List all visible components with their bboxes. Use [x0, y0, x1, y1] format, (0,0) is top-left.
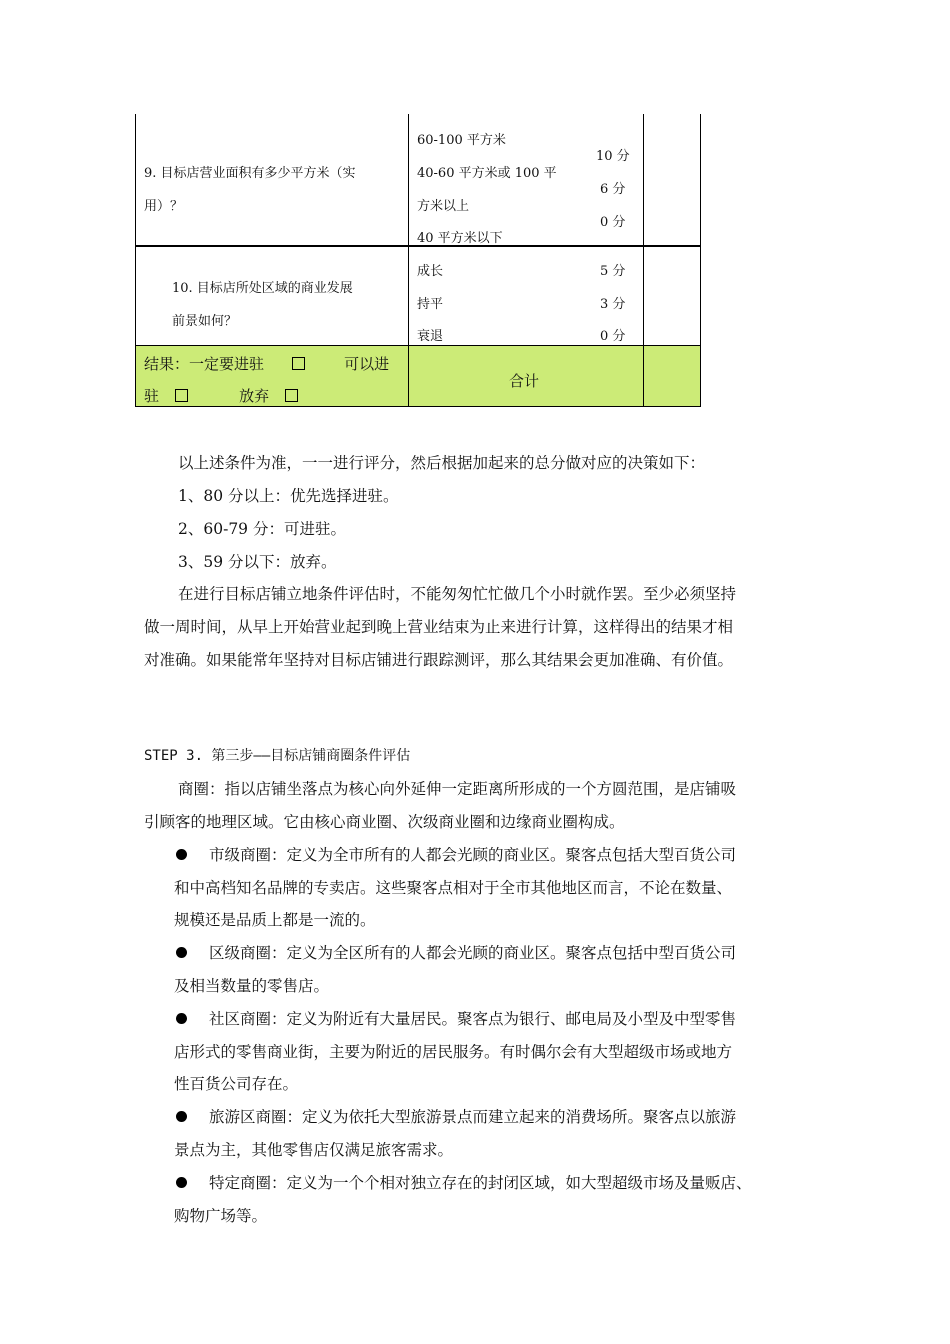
bullet-icon — [176, 947, 187, 958]
step3-heading: STEP 3. 第三步——目标店铺商圈条件评估 — [144, 748, 411, 764]
q10-option: 衰退 — [417, 329, 444, 344]
special-trade-area-line: 特定商圈：定义为一个个相对独立存在的封闭区域，如大型超级市场及量贩店、 — [209, 1174, 752, 1192]
special-trade-area-line: 购物广场等。 — [174, 1207, 268, 1225]
q9-text-line2: 用）？ — [144, 199, 184, 214]
result-line1 — [144, 349, 389, 379]
city-trade-area-line: 市级商圈：定义为全市所有的人都会光顾的商业区。聚客点包括大型百货公司 — [209, 846, 737, 864]
table-border-left — [135, 114, 136, 407]
q10-text-line2: 前景如何？ — [172, 314, 238, 329]
bullet-icon — [176, 849, 187, 860]
result-can-enter-label-cont: 驻 — [144, 387, 160, 405]
district-trade-area-line: 及相当数量的零售店。 — [174, 977, 330, 995]
decision-intro: 以上述条件为准，一一进行评分，然后根据加起来的总分做对应的决策如下： — [178, 454, 706, 472]
evaluation-paragraph-line: 做一周时间，从早上开始营业起到晚上营业结束为止来进行计算，这样得出的结果才相 — [144, 618, 734, 636]
trade-area-definition-line: 引顾客的地理区域。它由核心商业圈、次级商业圈和边缘商业圈构成。 — [144, 813, 625, 831]
table-divider-2 — [643, 114, 644, 407]
q9-option: 40-60 平方米或 100 平 — [417, 166, 557, 181]
q10-option: 成长 — [417, 264, 444, 279]
community-trade-area-line: 店形式的零售商业街，主要为附近的居民服务。有时偶尔会有大型超级市场或地方 — [174, 1043, 733, 1061]
table-border-right — [700, 114, 701, 407]
q9-text-line1: 9. 目标店营业面积有多少平方米（实 — [144, 166, 356, 181]
evaluation-table — [135, 114, 701, 407]
q10-option: 持平 — [417, 297, 444, 312]
decision-item: 3、59 分以下：放弃。 — [178, 553, 337, 571]
bullet-icon — [176, 1013, 187, 1024]
decision-item: 2、60-79 分：可进驻。 — [178, 520, 346, 538]
result-can-enter-label: 可以进 — [344, 355, 390, 373]
decision-item: 1、80 分以上：优先选择进驻。 — [178, 487, 399, 505]
q9-score: 6 分 — [600, 182, 626, 197]
bullet-icon — [176, 1111, 187, 1122]
q10-score: 0 分 — [600, 329, 626, 344]
q9-option: 方米以上 — [417, 199, 470, 214]
q9-score: 10 分 — [596, 149, 630, 164]
district-trade-area-line: 区级商圈：定义为全区所有的人都会光顾的商业区。聚客点包括中型百货公司 — [209, 944, 737, 962]
city-trade-area-line: 和中高档知名品牌的专卖店。这些聚客点相对于全市其他地区而言，不论在数量、 — [174, 879, 733, 897]
tourist-trade-area-line: 景点为主，其他零售店仅满足旅客需求。 — [174, 1141, 454, 1159]
result-abandon-label: 放弃 — [239, 387, 270, 405]
result-must-enter-label: 结果：一定要进驻 — [144, 355, 265, 373]
q9-option: 60-100 平方米 — [417, 133, 506, 148]
evaluation-paragraph-line: 对准确。如果能常年坚持对目标店铺进行跟踪测评，那么其结果会更加准确、有价值。 — [144, 651, 734, 669]
checkbox-can-enter[interactable] — [175, 389, 188, 402]
q10-text-line1: 10. 目标店所处区域的商业发展 — [172, 281, 353, 296]
trade-area-definition-line: 商圈：指以店铺坐落点为核心向外延伸一定距离所形成的一个方圆范围，是店铺吸 — [178, 780, 737, 798]
checkbox-abandon[interactable] — [285, 389, 298, 402]
row-separator-1 — [135, 245, 701, 247]
community-trade-area-line: 社区商圈：定义为附近有大量居民。聚客点为银行、邮电局及小型及中型零售 — [209, 1010, 737, 1028]
q10-score: 5 分 — [600, 264, 626, 279]
bullet-icon — [176, 1177, 187, 1188]
q9-option: 40 平方米以下 — [417, 231, 503, 245]
community-trade-area-line: 性百货公司存在。 — [174, 1075, 299, 1093]
evaluation-paragraph-line: 在进行目标店铺立地条件评估时，不能匆匆忙忙做几个小时就作罢。至少必须坚持 — [178, 585, 737, 603]
city-trade-area-line: 规模还是品质上都是一流的。 — [174, 911, 376, 929]
result-line2 — [144, 381, 298, 411]
sum-cell-bg — [644, 346, 700, 407]
tourist-trade-area-line: 旅游区商圈：定义为依托大型旅游景点而建立起来的消费场所。聚客点以旅游 — [209, 1108, 737, 1126]
table-divider-1 — [408, 114, 409, 407]
checkbox-must-enter[interactable] — [292, 357, 305, 370]
q9-score: 0 分 — [600, 215, 626, 230]
q10-score: 3 分 — [600, 297, 626, 312]
total-label: 合计 — [509, 372, 540, 390]
